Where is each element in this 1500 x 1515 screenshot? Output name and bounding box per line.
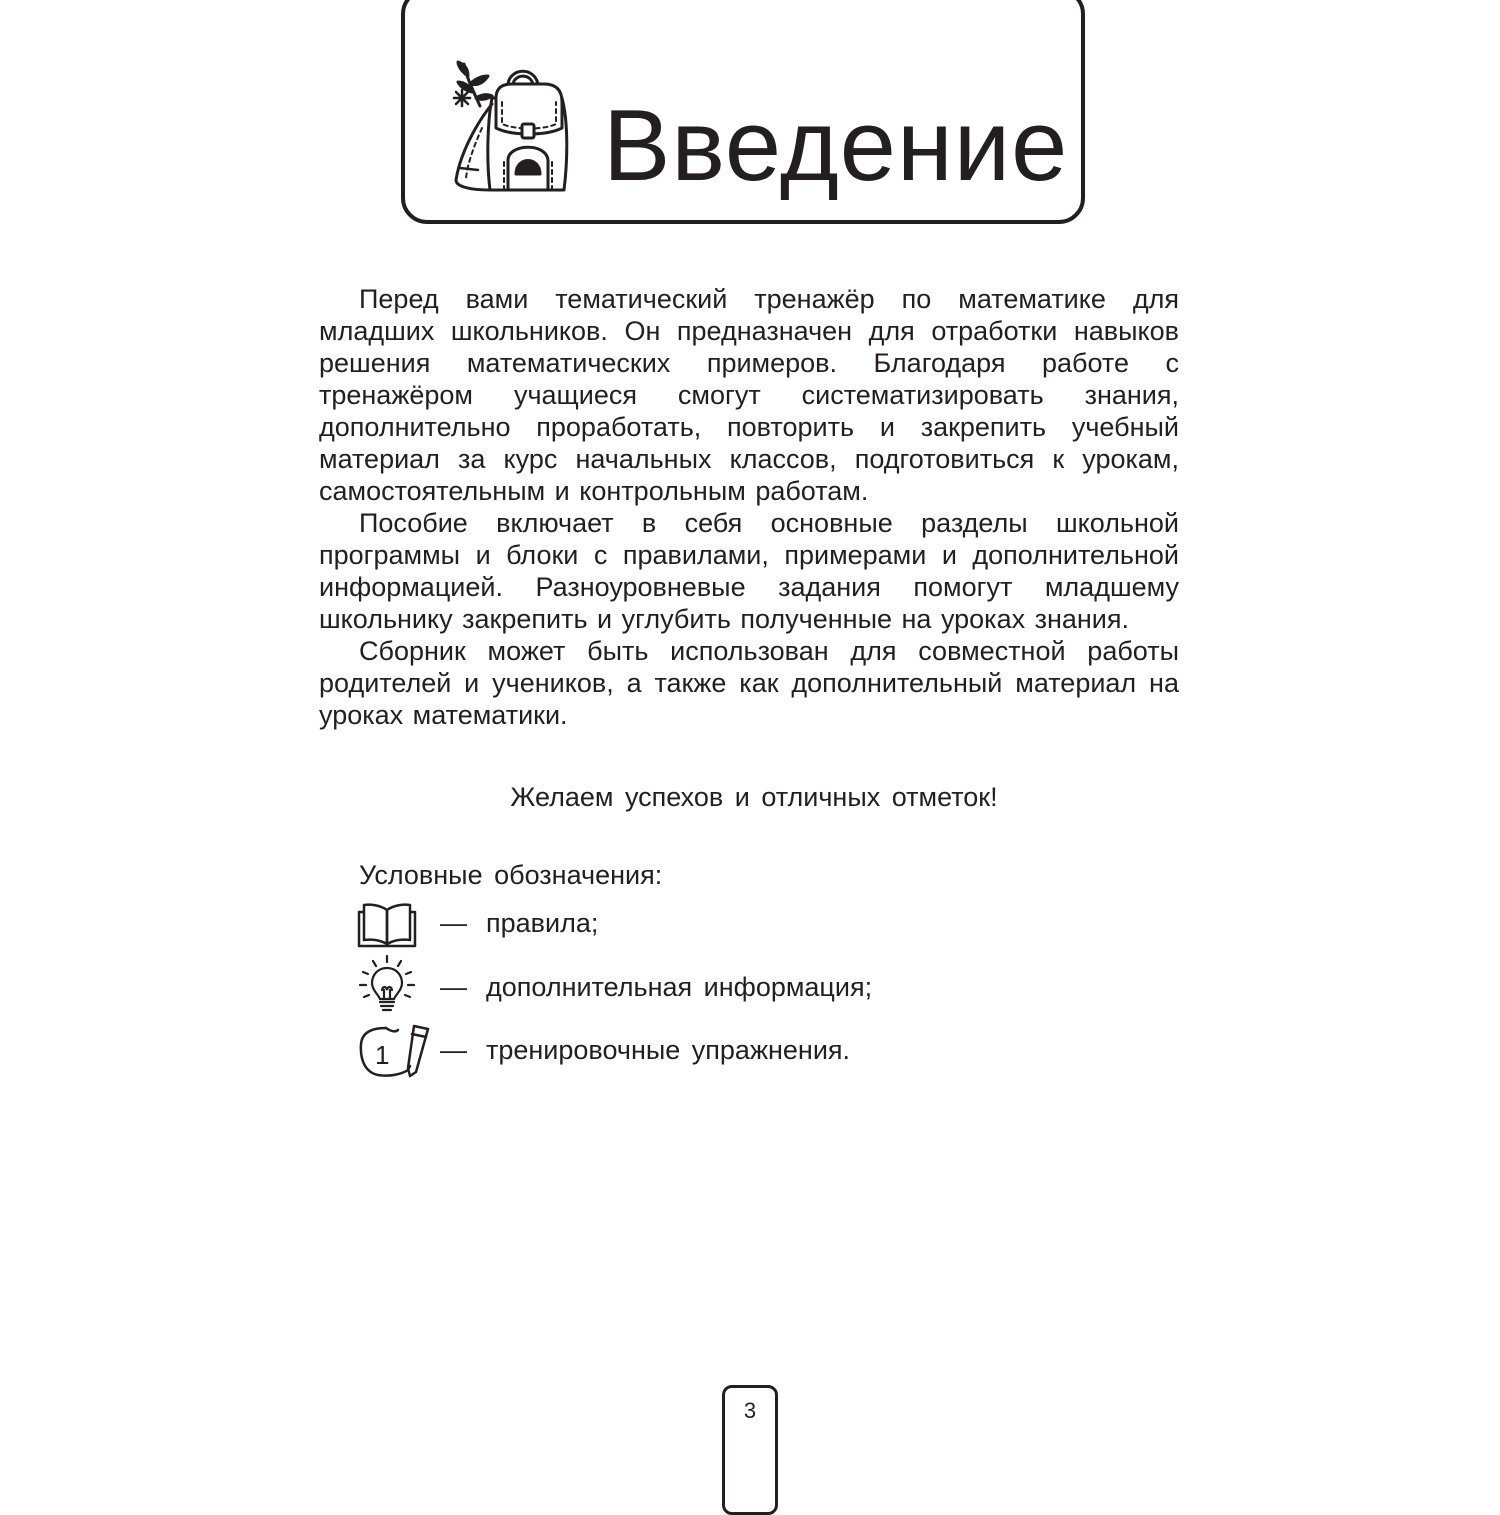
legend-text: дополнительная информация; bbox=[486, 972, 873, 1002]
paragraph: Перед вами тематический тренажёр по математике для младших школьников. Он предназначен для отработки навыков решения математических примеров. Благодаря работе с тренажёром учащиеся смогут систематизировать знания, дополнительно проработать, повторить и закрепить учебный материал за курс начальных классов, подготовиться к урокам, самостоятельным и контрольным работам. bbox=[319, 284, 1179, 506]
page-number: 3 bbox=[743, 1398, 757, 1423]
open-book-icon bbox=[356, 900, 418, 950]
legend-text: тренировочные упражнения. bbox=[486, 1035, 851, 1065]
lightbulb-icon bbox=[356, 952, 418, 1018]
legend-text: правила; bbox=[486, 908, 599, 938]
legend-title: Условные обозначения: bbox=[359, 860, 663, 890]
backpack-icon bbox=[442, 58, 582, 198]
page-number-tab bbox=[722, 1385, 778, 1515]
paragraph: Сборник может быть использован для совместной работы родителей и учеников, а также как дополнительный материал на уроках математики. bbox=[319, 636, 1179, 730]
page-title: Введение bbox=[603, 90, 1069, 202]
legend-dash: — bbox=[440, 1035, 467, 1065]
legend-dash: — bbox=[440, 972, 467, 1002]
intro-text bbox=[319, 283, 1179, 731]
paragraph: Пособие включает в себя основные разделы школьной программы и блоки с правилами, примерами и дополнительной информацией. Разноуровневые задания помогут младшему школьнику закрепить и углубить полученные на уроках знания. bbox=[319, 508, 1179, 634]
exercise-number-badge: 1 bbox=[375, 1040, 390, 1070]
exercise-number-pencil-icon bbox=[356, 1020, 436, 1080]
wish-text: Желаем успехов и отличных отметок! bbox=[510, 782, 998, 812]
legend-dash: — bbox=[440, 908, 467, 938]
